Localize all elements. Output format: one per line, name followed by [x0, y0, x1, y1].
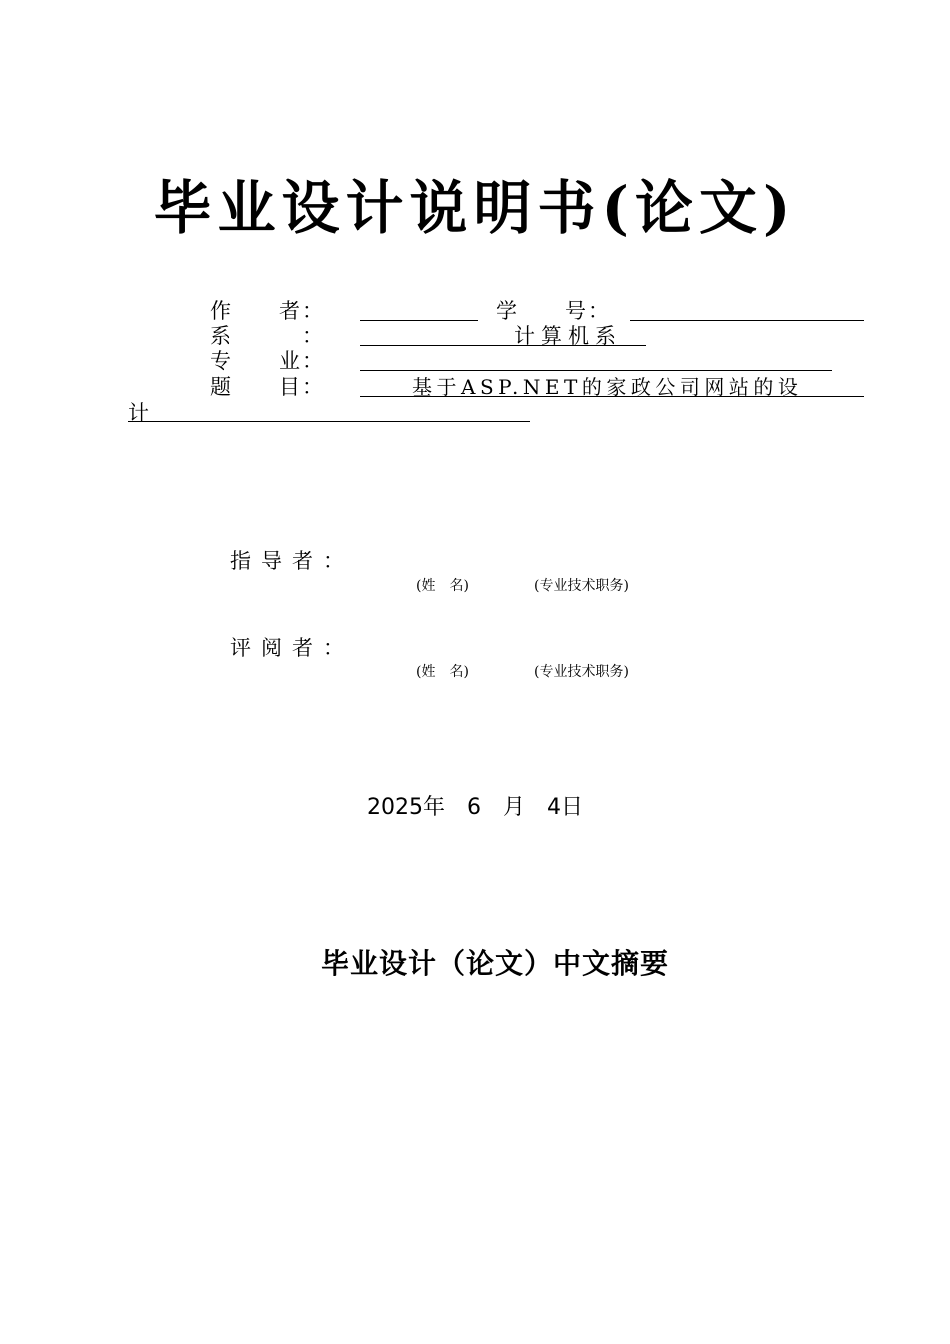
department-value[interactable]: 计算机系	[514, 324, 622, 348]
abstract-title: 毕业设计（论文）中文摘要	[320, 947, 669, 980]
advisor-name-hint: (姓 名)	[416, 578, 469, 594]
topic-label: 题 目：	[210, 375, 325, 399]
department-label: 系 ：	[210, 324, 325, 348]
reviewer-name-hint: (姓 名)	[416, 664, 469, 680]
reviewer-label: 评阅者：	[230, 636, 354, 660]
topic-underline-line2	[128, 421, 530, 422]
document-date: 2025年 6 月 4日	[367, 795, 583, 820]
reviewer-title-hint: (专业技术职务)	[534, 664, 629, 680]
advisor-title-hint: (专业技术职务)	[534, 578, 629, 594]
author-label: 作 者：	[210, 299, 325, 323]
student-id-label: 学 号：	[496, 299, 611, 323]
topic-value-line2[interactable]: 计	[128, 401, 155, 425]
document-title: 毕业设计说明书(论文)	[153, 174, 797, 242]
author-underline	[360, 320, 478, 321]
major-label: 专 业：	[210, 349, 325, 373]
student-id-underline	[630, 320, 864, 321]
advisor-label: 指导者：	[230, 549, 354, 573]
topic-value-line1[interactable]: 基于ASP.NET的家政公司网站的设	[412, 375, 803, 399]
major-underline	[360, 370, 832, 371]
